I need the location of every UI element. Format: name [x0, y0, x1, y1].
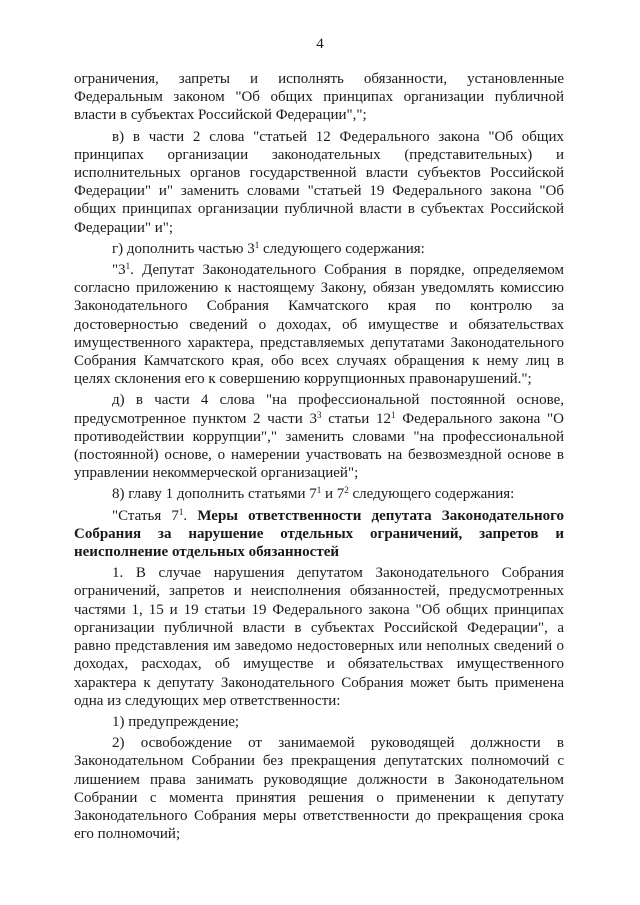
- paragraph-item-8: 8) главу 1 дополнить статьями $7^1$ и $7^2$ следующего содержания:: [112, 485, 515, 503]
- list-item-warning: 1) предупреждение;: [112, 713, 240, 730]
- paragraph-item-d: д) в части 4 слова "на профессиональной постоянной основе, предусмотренное пунктом 2 части $3^3$ статьи $12^1$ Федерального закона "О противодействии коррупции"," заменить словами "на профессиональной (постоянной) основе, о намерении участвовать на безвозмездной основе в управлении некоммерческой организацией";: [74, 392, 564, 482]
- list-item-release-from-position: 2) освобождение от занимаемой руководящей должности в Законодательном Собрании без прекращения депутатских полномочий с лишением права занимать руководящие должности в Законодательном Собрании с момента принятия решения о применении к депутату Законодательного Собрания меры ответственности до прекращения срока его полномочий;: [74, 735, 564, 843]
- document-body: [74, 70, 564, 846]
- paragraph-part-3-1: "$3^1$. Депутат Законодательного Собрания в порядке, определяемом согласно приложению к настоящему Закону, обязан уведомлять комиссию Законодательного Собрания Камчатского края по контролю за достоверностью сведений о доходах, об имуществе и обязательствах имущественного характера, представляемых депутатами Законодательного Собрания Камчатского края, обо всех случаях обращения к нему лиц в целях склонения его к совершению коррупционных правонарушений.";: [74, 261, 564, 388]
- paragraph-restrictions-end: ограничения, запреты и исполнять обязанности, установленные Федеральным законом "Об общих принципах организации публичной власти в субъектах Российской Федерации",";: [74, 71, 564, 124]
- paragraph-item-g: г) дополнить частью $3^1$ следующего содержания:: [112, 239, 425, 257]
- article-7-1-heading: "Статья $7^1$. Меры ответственности депутата Законодательного Собрания за нарушение отдельных ограничений, запретов и неисполнение отдельных обязанностей: [74, 506, 565, 561]
- page-number: 4: [316, 36, 324, 52]
- paragraph-article-7-1-part-1: 1. В случае нарушения депутатом Законодательного Собрания ограничений, запретов и неисполнения обязанностей, предусмотренных частями 1, 15 и 19 статьи 19 Федерального закона "Об общих принципах организации публичной власти в субъектах Российской Федерации", а равно представления им заведомо недостоверных или неполных сведений о доходах, расходах, об имуществе и обязательствах имущественного характера к депутату Законодательного Собрания может быть применена одна из следующих мер ответственности:: [74, 565, 564, 709]
- paragraph-item-v: в) в части 2 слова "статьей 12 Федерального закона "Об общих принципах организации законодательных (представительных) и исполнительных органов государственной власти субъектов Российской Федерации" и" заменить словами "статьей 19 Федерального закона "Об общих принципах организации публичной власти в субъектах Российской Федерации" и";: [74, 128, 564, 236]
